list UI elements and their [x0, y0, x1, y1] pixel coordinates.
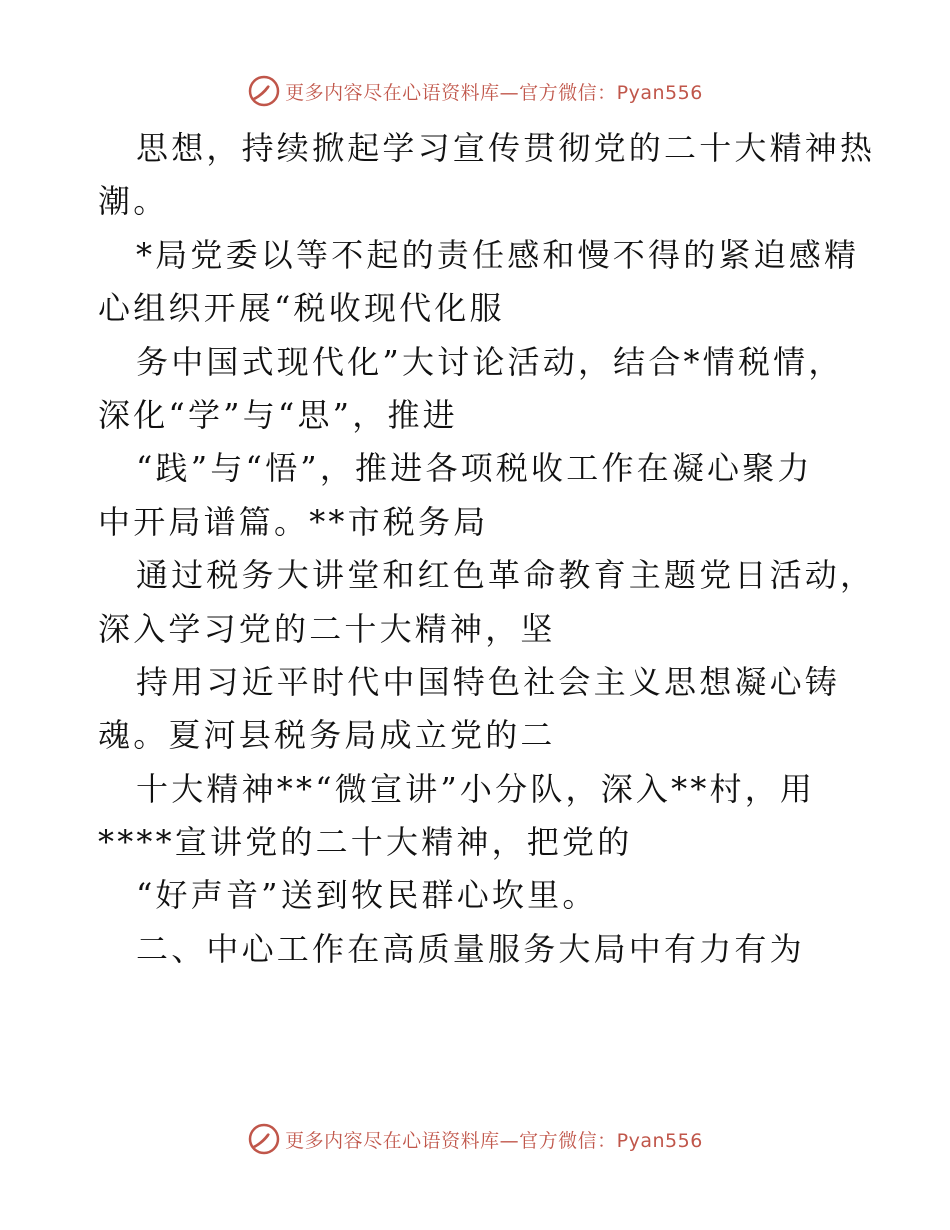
footer-watermark: [0, 1119, 950, 1159]
text-line: “好声音”送到牧民群心坎里。: [136, 876, 598, 915]
pen-circle-logo-icon: [247, 74, 281, 108]
text-line: 二、中心工作在高质量服务大局中有力有为: [136, 929, 805, 968]
text-line: 中开局谱篇。**市税务局: [98, 502, 489, 541]
text-line: 深化“学”与“思”，推进: [98, 395, 458, 434]
text-line: 心组织开展“税收现代化服: [98, 289, 505, 328]
document-body: [98, 122, 876, 976]
pen-circle-logo-icon: [247, 1122, 281, 1156]
text-line: 思想，持续掀起学习宣传贯彻党的二十大精神热: [136, 129, 876, 167]
text-line: 通过税务大讲堂和红色革命教育主题党日活动，: [136, 556, 876, 595]
text-line: 务中国式现代化”大讨论活动，结合*情税情，: [136, 342, 844, 381]
text-line: 持用习近平时代中国特色社会主义思想凝心铸: [136, 662, 841, 701]
text-line: 潮。: [98, 182, 169, 221]
text-line: 深入学习党的二十大精神，坚: [98, 609, 556, 648]
text-line: ****宣讲党的二十大精神，把党的: [98, 823, 633, 862]
header-watermark: [0, 71, 950, 111]
text-line: *局党委以等不起的责任感和慢不得的紧迫感精: [136, 235, 860, 274]
text-line: 魂。夏河县税务局成立党的二: [98, 716, 556, 755]
text-line: “践”与“悟”，推进各项税收工作在凝心聚力: [136, 449, 813, 488]
watermark-text: 更多内容尽在心语资料库—官方微信：Pyan556: [285, 81, 703, 104]
text-line: 十大精神**“微宣讲”小分队，深入**村，用: [136, 769, 816, 808]
watermark-text: 更多内容尽在心语资料库—官方微信：Pyan556: [285, 1129, 703, 1152]
